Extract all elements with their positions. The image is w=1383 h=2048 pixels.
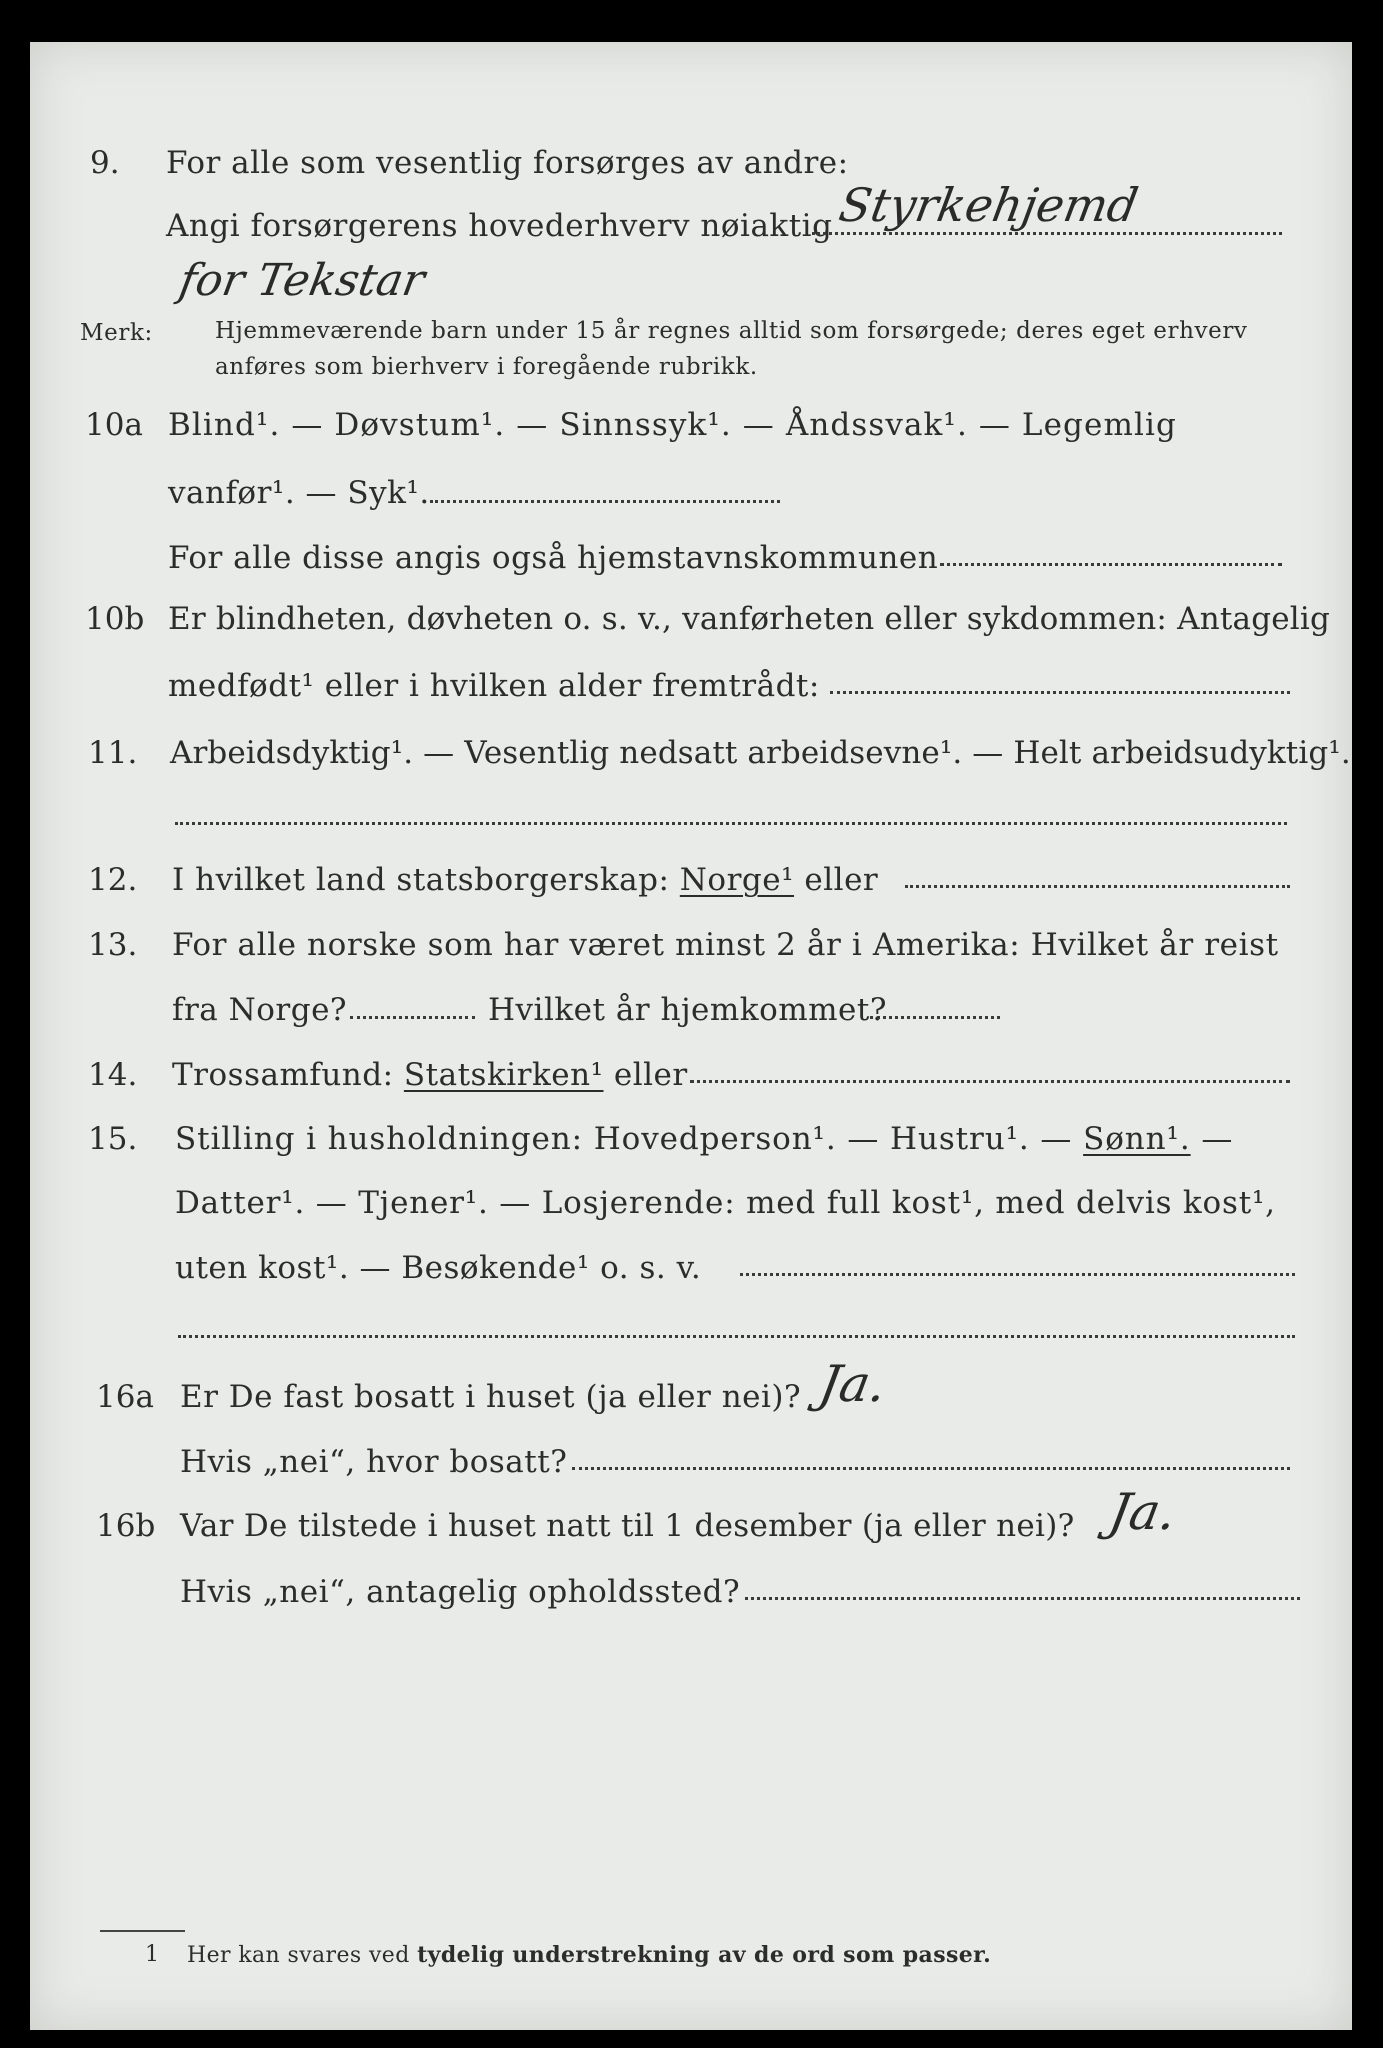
q9-handwritten-answer-1: Styrkehjemd — [835, 178, 1143, 232]
q13-text-line2b: Hvilket år hjemkommet? — [488, 992, 887, 1028]
merk-text-line1: Hjemmeværende barn under 15 år regnes alltid som forsørgede; deres eget erhverv — [215, 318, 1248, 344]
q14-suffix: eller — [613, 1057, 688, 1093]
q14-answer-line — [690, 1080, 1290, 1083]
footnote-text-b: tydelig understrekning av de ord som passer. — [417, 1942, 992, 1968]
q15-answer-line — [740, 1273, 1295, 1276]
q16a-text-line2: Hvis „nei“, hvor bosatt? — [180, 1444, 568, 1480]
q13-reist-answer-line — [350, 1016, 475, 1019]
q9-answer-line — [812, 232, 1282, 235]
q16a-answer-line — [572, 1467, 1290, 1470]
q14-number: 14. — [88, 1057, 138, 1093]
q15-number: 15. — [88, 1121, 138, 1157]
merk-text-line2: anføres som bierhverv i foregående rubrikk. — [215, 354, 758, 380]
q15-selected-option: Sønn¹. — [1083, 1121, 1191, 1157]
q9-text-line1: For alle som vesentlig forsørges av andre: — [166, 145, 849, 181]
q9-text-line2: Angi forsørgerens hovederhverv nøiaktig — [166, 208, 833, 244]
q13-number: 13. — [88, 927, 138, 963]
q15-text-line2: Datter¹. — Tjener¹. — Losjerende: med full kost¹, med delvis kost¹, — [175, 1185, 1276, 1221]
footnote-mark: 1 — [145, 1942, 160, 1967]
q12-selected-option: Norge¹ — [679, 862, 795, 898]
q10a-text-line1: Blind¹. — Døvstum¹. — Sinnssyk¹. — Åndssvak¹. — Legemlig — [168, 407, 1177, 443]
q16a-handwritten-answer: Ja. — [814, 1355, 891, 1413]
q16a-text-line1: Er De fast bosatt i huset (ja eller nei)? — [180, 1379, 802, 1415]
q16b-text-line2: Hvis „nei“, antagelig opholdssted? — [180, 1574, 741, 1610]
q15-extra-answer-line — [178, 1335, 1295, 1338]
q10b-number: 10b — [85, 601, 145, 637]
q10b-answer-line — [830, 691, 1290, 694]
q12-answer-line — [905, 885, 1290, 888]
merk-label: Merk: — [80, 320, 153, 346]
q16a-number: 16a — [96, 1379, 154, 1415]
footnote-text-a: Her kan svares ved — [187, 1943, 410, 1968]
q10a-text-line3: For alle disse angis også hjemstavnskommunen — [168, 540, 939, 576]
q13-text-line2a: fra Norge? — [172, 992, 348, 1028]
q16b-answer-line — [745, 1597, 1300, 1600]
footnote-text — [187, 1942, 991, 1968]
q12-text — [172, 862, 878, 898]
q16b-handwritten-answer: Ja. — [1104, 1483, 1181, 1541]
q10a-number: 10a — [85, 407, 143, 443]
q15-line1-prefix: Stilling i husholdningen: Hovedperson¹. — Hustru¹. — — [175, 1121, 1073, 1157]
q10b-text-line2: medfødt¹ eller i hvilken alder fremtrådt: — [168, 668, 820, 704]
q12-suffix: eller — [804, 862, 879, 898]
q11-text-line1: Arbeidsdyktig¹. — Vesentlig nedsatt arbeidsevne¹. — Helt arbeidsudyktig¹. — [170, 735, 1351, 771]
q10a-syk-answer-line — [430, 500, 780, 503]
q13-hjemkommet-answer-line — [870, 1016, 1000, 1019]
q10a-text-line2: vanfør¹. — Syk¹. — [168, 475, 430, 511]
q16b-number: 16b — [96, 1508, 156, 1544]
q9-handwritten-answer-2: for Tekstar — [175, 255, 429, 306]
q16b-text-line1: Var De tilstede i huset natt til 1 desember (ja eller nei)? — [180, 1508, 1075, 1544]
q12-number: 12. — [88, 862, 138, 898]
q13-text-line1: For alle norske som har været minst 2 år i Amerika: Hvilket år reist — [172, 927, 1279, 963]
q10a-hjemstavn-answer-line — [940, 563, 1282, 566]
q14-prefix: Trossamfund: — [172, 1057, 394, 1093]
q9-number: 9. — [90, 145, 120, 181]
q14-text — [172, 1057, 688, 1093]
q15-line1-suffix: — — [1201, 1121, 1234, 1157]
q12-prefix: I hvilket land statsborgerskap: — [172, 862, 670, 898]
q11-answer-line — [175, 822, 1287, 825]
q10b-text-line1: Er blindheten, døvheten o. s. v., vanførheten eller sykdommen: Antagelig — [168, 601, 1331, 637]
q14-selected-option: Statskirken¹ — [403, 1057, 604, 1093]
q15-text-line1 — [175, 1121, 1233, 1157]
q11-number: 11. — [88, 735, 138, 771]
footnote-rule — [100, 1930, 185, 1932]
q15-text-line3: uten kost¹. — Besøkende¹ o. s. v. — [175, 1250, 702, 1286]
